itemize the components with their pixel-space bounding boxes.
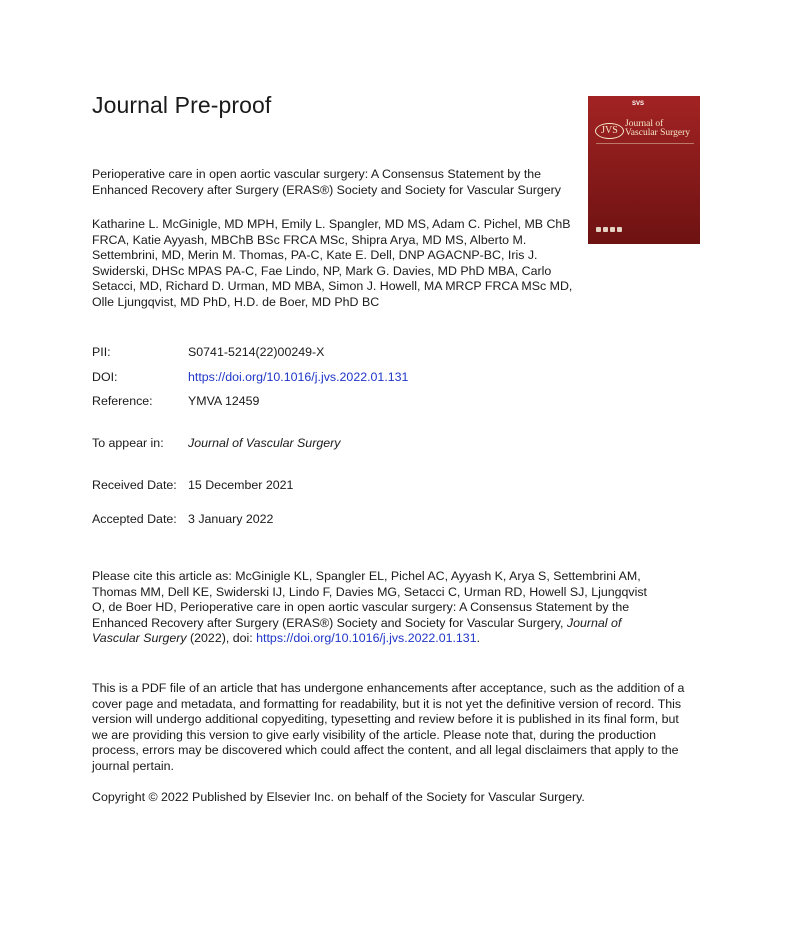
- accepted-row: [92, 512, 273, 526]
- pii-row: [92, 345, 324, 359]
- received-value: 15 December 2021: [188, 478, 294, 492]
- cover-divider: [596, 143, 694, 144]
- cover-title: [625, 120, 697, 138]
- journal-cover-image: [588, 96, 700, 244]
- article-title: Perioperative care in open aortic vascular surgery: A Consensus Statement by the Enhanced Recovery after Surgery (ERAS®) Society and Society for Vascular Surgery: [92, 167, 561, 197]
- cover-logo: JVS: [595, 123, 624, 139]
- citation-suffix: .: [476, 631, 481, 646]
- cover-society-mark: SVS: [632, 101, 645, 107]
- pii-label: PII:: [92, 345, 111, 359]
- pre-proof-notice: This is a PDF file of an article that has undergone enhancements after acceptance, such as the addition of a cover page and metadata, and formatting for readability, but it is not yet the definitive version of record. This version will undergo additional copyediting, typesetting and review before it is published in its final form, but we are providing this version to give early visibility of the article. Please note that, during the production process, errors may be discovered which could affect the content, and all legal disclaimers that apply to the journal pertain.: [92, 681, 685, 773]
- appear-label: To appear in:: [92, 436, 164, 450]
- cover-title-line2: Vascular Surgery: [625, 128, 690, 138]
- social-icon: [603, 227, 608, 232]
- doi-label: DOI:: [92, 370, 118, 384]
- page-heading: Journal Pre-proof: [92, 92, 272, 118]
- doi-row: [92, 370, 408, 384]
- social-icon: [596, 227, 601, 232]
- appear-value: Journal of Vascular Surgery: [188, 436, 341, 450]
- accepted-label: Accepted Date:: [92, 512, 177, 526]
- copyright-notice: Copyright © 2022 Published by Elsevier Inc. on behalf of the Society for Vascular Surgery.: [92, 790, 585, 804]
- received-row: [92, 478, 293, 492]
- social-icon: [617, 227, 622, 232]
- cover-social-icons: [596, 227, 622, 232]
- citation-journal: Journal of Vascular Surgery: [92, 615, 622, 646]
- reference-value: YMVA 12459: [188, 394, 260, 408]
- reference-label: Reference:: [92, 394, 153, 408]
- received-label: Received Date:: [92, 478, 177, 492]
- article-authors: Katharine L. McGinigle, MD MPH, Emily L. Spangler, MD MS, Adam C. Pichel, MB ChB FRCA, Katie Ayyash, MBChB BSc FRCA MSc, Shipra Arya, MD MS, Alberto M. Settembrini, MD, Merin M. Thomas, PA-C, Kate E. Dell, DNP AGACNP-BC, Iris J. Swiderski, DHSc MPAS PA-C, Fae Lindo, NP, Mark G. Davies, MD PhD MBA, Carlo Setacci, MD, Richard D. Urman, MD MBA, Simon J. Howell, MA MRCP FRCA MSc MD, Olle Ljungqvist, MD PhD, H.D. de Boer, MD PhD BC: [92, 217, 573, 309]
- pii-value: S0741-5214(22)00249-X: [188, 345, 325, 359]
- doi-link[interactable]: https://doi.org/10.1016/j.jvs.2022.01.131: [188, 370, 409, 384]
- citation-prefix: Please cite this article as: McGinigle KL, Spangler EL, Pichel AC, Ayyash K, Arya S, Settembrini AM, Thomas MM, Dell KE, Swiderski IJ, Lindo F, Davies MG, Setacci C, Urman RD, Howell SJ, Ljungqvist O, de Boer HD, Perioperative care in open aortic vascular surgery: A Consensus Statement by the Enhanced Recovery after Surgery (ERAS®) Society and Society for Vascular Surgery,: [92, 569, 647, 630]
- appear-row: [92, 436, 340, 450]
- social-icon: [610, 227, 615, 232]
- citation-doi-link[interactable]: https://doi.org/10.1016/j.jvs.2022.01.131: [256, 631, 477, 646]
- citation-paragraph: [92, 569, 662, 647]
- cover-title-line1: Journal of: [625, 119, 664, 129]
- accepted-value: 3 January 2022: [188, 512, 274, 526]
- citation-middle: (2022), doi:: [186, 631, 257, 646]
- reference-row: [92, 394, 259, 408]
